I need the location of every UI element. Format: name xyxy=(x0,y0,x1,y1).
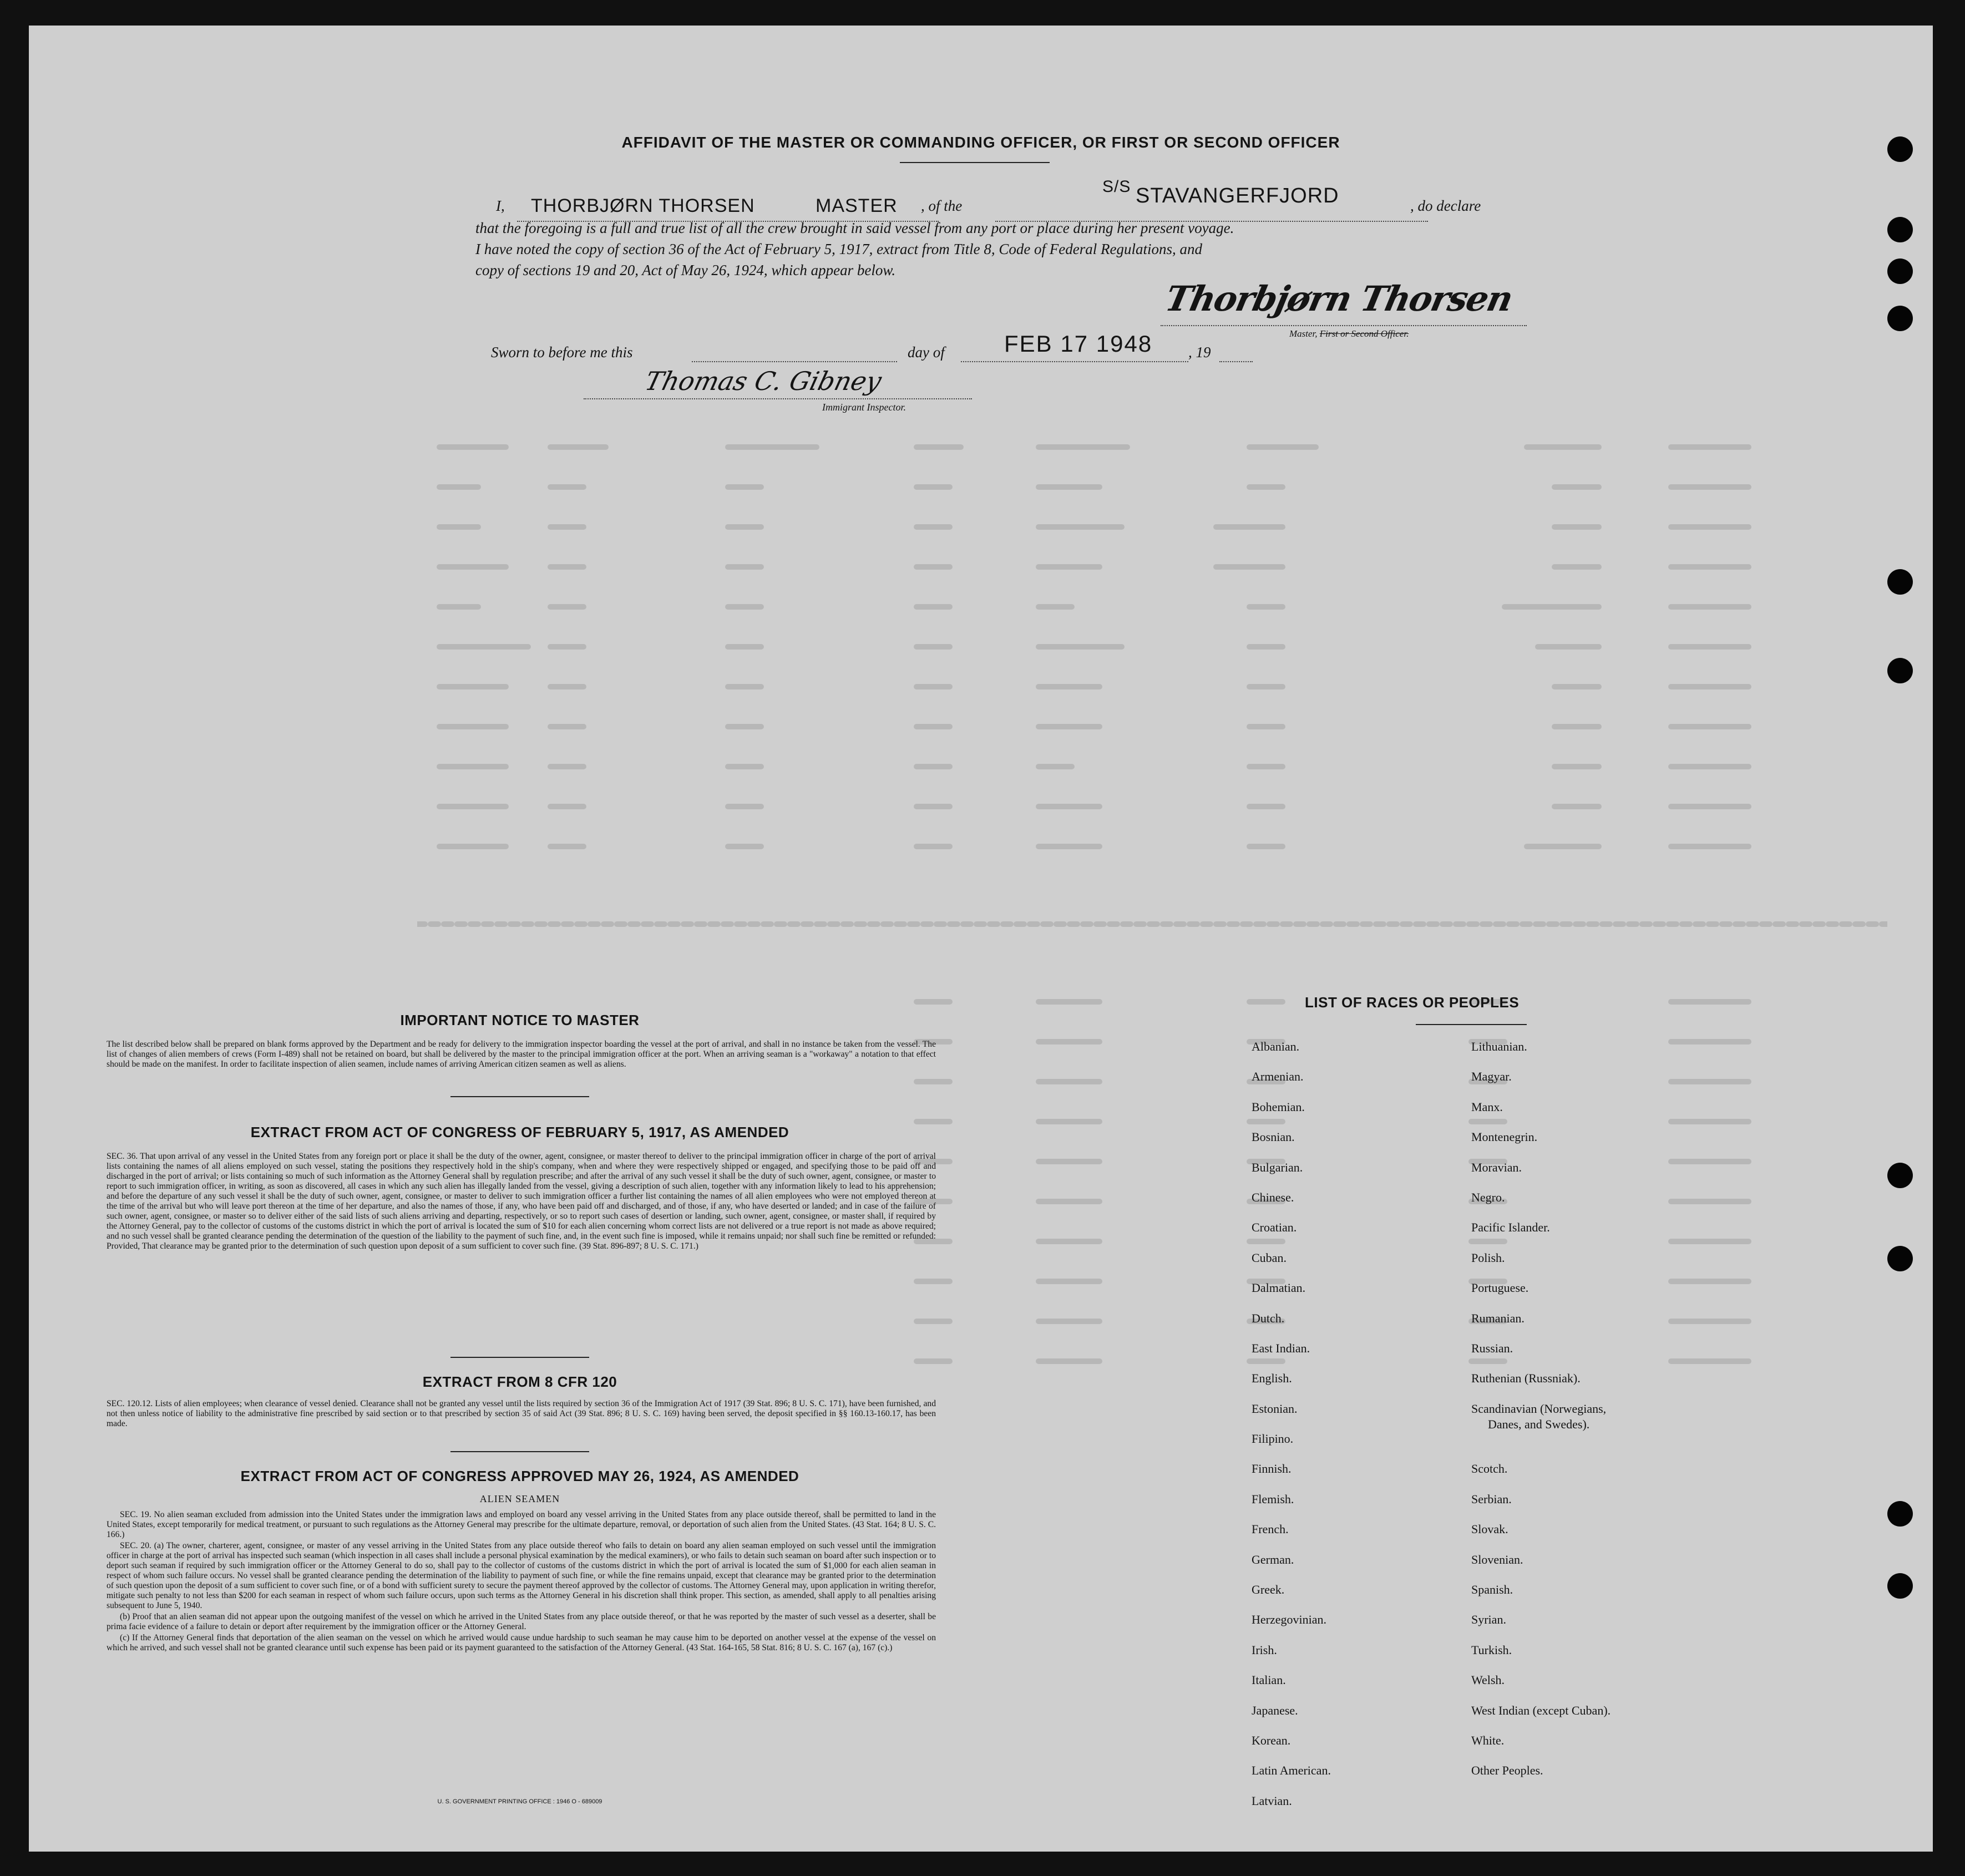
race-item: Moravian. xyxy=(1471,1160,1522,1174)
race-item: Negro. xyxy=(1471,1190,1505,1204)
declaration-line-4: copy of sections 19 and 20, Act of May 26, 1924, which appear below. xyxy=(475,262,896,278)
officer-name: THORBJØRN THORSEN xyxy=(531,195,755,216)
signature-caption-master: Master, xyxy=(1289,328,1320,339)
races-column-left xyxy=(1252,1040,1462,1824)
section-divider xyxy=(450,1451,589,1452)
sworn-label: Sworn to before me this xyxy=(491,344,633,361)
race-item: Flemish. xyxy=(1252,1492,1294,1506)
race-item: Ruthenian (Russniak). xyxy=(1471,1371,1581,1386)
vessel-prefix: S/S xyxy=(1102,178,1131,196)
race-item: English. xyxy=(1252,1371,1292,1386)
i-label: I, xyxy=(496,197,505,214)
race-item: Serbian. xyxy=(1471,1492,1512,1506)
date-blank xyxy=(961,361,1188,362)
binder-hole xyxy=(1887,1501,1913,1527)
race-item: Syrian. xyxy=(1471,1613,1506,1627)
race-item: Lithuanian. xyxy=(1471,1040,1527,1053)
extract-1924-body xyxy=(107,1510,936,1653)
extract-1924-sec20c: (c) If the Attorney General finds that deportation of the alien seaman on the vessel on which he arrived would cause undue hardship to such seaman he may cause him to be deported on another vessel at the expense of the vessel on which he arrived, and such vessel shall not be granted clearance until such expense has been paid or its payment guaranteed to the satisfaction of the Attorney General. (43 Stat. 164-165, 58 Stat. 816; 8 U. S. C. 167 (a), 167 (c).) xyxy=(107,1633,936,1652)
inspector-caption: Immigrant Inspector. xyxy=(822,402,906,413)
race-item: Cuban. xyxy=(1252,1250,1287,1265)
race-item: Chinese. xyxy=(1252,1190,1294,1204)
extract-cfr-title: EXTRACT FROM 8 CFR 120 xyxy=(422,1373,617,1390)
extract-1924-sec20a: SEC. 20. (a) The owner, charterer, agent, consignee, or master of any vessel arriving in the United States from any place outside thereof who fails to detain on board any alien seaman employed on such vessel until the immigration officer in charge at the port of arrival has inspected such seaman (which inspection in all cases shall include a personal physical examination by the medical examiners), or who fails to detain such seaman on board after such inspection or to deport such seaman if required by such immigration officer or the Attorney General to do so, shall pay to the collector of customs of the customs district in which the port of arrival is located the sum of $1,000 for each alien seaman in respect of whom such failure occurs. No vessel shall be granted clearance pending the determination of the liability to payment of such fine, or while the fine remains unpaid, except that clearance may be granted prior to the determination of such question upon the deposit of a sum sufficient to cover such fine, or of a bond with sufficient surety to secure the payment thereof approved by the collector of customs. The Attorney General may, upon application in writing therefor, mitigate such penalty to not less than $200 for each seaman in respect of whom such failure occurs, upon such terms as the Attorney General in his discretion shall think proper. This section, as amended, shall apply to all penalties arising subsequent to June 5, 1940. xyxy=(107,1541,936,1610)
master-signature-line xyxy=(1161,325,1527,326)
race-item: Manx. xyxy=(1471,1099,1503,1114)
race-item: Bulgarian. xyxy=(1252,1160,1303,1174)
race-item: Filipino. xyxy=(1252,1432,1294,1446)
binder-hole xyxy=(1887,306,1913,331)
race-item: Polish. xyxy=(1471,1250,1505,1265)
race-item: East Indian. xyxy=(1252,1341,1310,1355)
notice-text: The list described below shall be prepared on blank forms approved by the Department and be ready for delivery to the immigration inspector boarding the vessel at the port of arrival, and shall in no instance be taken from the vessel. The list of changes of alien members of crews (Form I-489) shall not be retained on board, but shall be delivered by the master to the principal immigration officer at the port. When an arriving seaman is a "workaway" a notation to that effect should be made on the manifest. In order to facilitate inspection of alien seamen, include names of arriving American citizen seamen as well as aliens. xyxy=(107,1040,936,1069)
extract-cfr-text: SEC. 120.12. Lists of alien employees; when clearance of vessel denied. Clearance shall not be granted any vessel until the lists required by section 36 of the Immigration Act of 1917 (39 Stat. 896; 8 U. S. C. 171), have been furnished, and not then unless notice of liability to the administrative fine prescribed by said section or to that prescribed by section 35 of said Act (39 Stat. 896; 8 U. S. C. 169) having been served, the deposit specified in §§ 160.13-160.17, has been made. xyxy=(107,1399,936,1428)
race-item: Rumanian. xyxy=(1471,1311,1525,1325)
races-title-underline xyxy=(1416,1024,1527,1025)
extract-1924-sec19: SEC. 19. No alien seaman excluded from admission into the United States under the immigration laws and employed on board any vessel arriving in the United States from any place outside thereof, shall be permitted to land in the United States, except temporarily for medical treatment, or pursuant to such regulations as the Attorney General may prescribe for the ultimate departure, removal, or deportation of such alien from the United States. (43 Stat. 164; 8 U. S. C. 166.) xyxy=(107,1510,936,1539)
of-the-label: , of the xyxy=(921,197,963,214)
race-item: Dalmatian. xyxy=(1252,1281,1306,1295)
race-item: Dutch. xyxy=(1252,1311,1285,1325)
officer-rank: MASTER xyxy=(816,195,898,216)
race-item: Japanese. xyxy=(1252,1703,1298,1717)
binder-hole xyxy=(1887,1163,1913,1188)
binder-hole xyxy=(1887,217,1913,242)
affidavit-title: AFFIDAVIT OF THE MASTER OR COMMANDING OFFICER, OR FIRST OR SECOND OFFICER xyxy=(621,134,1340,151)
alien-seamen-subtitle: ALIEN SEAMEN xyxy=(479,1493,560,1504)
race-item: Spanish. xyxy=(1471,1583,1513,1597)
race-item: Slovenian. xyxy=(1471,1552,1523,1566)
day-of-label: day of xyxy=(908,344,945,361)
title-underline xyxy=(900,162,1050,163)
race-item: Bosnian. xyxy=(1252,1130,1295,1144)
inspector-signature: Thomas C. Gibney xyxy=(642,366,885,396)
race-item: Estonian. xyxy=(1252,1401,1298,1416)
race-item: Italian. xyxy=(1252,1673,1286,1687)
race-item: Portuguese. xyxy=(1471,1281,1529,1295)
year-prefix: , 19 xyxy=(1188,344,1211,361)
extract-1917-title: EXTRACT FROM ACT OF CONGRESS OF FEBRUARY 5, 1917, AS AMENDED xyxy=(250,1124,789,1140)
sworn-date-stamp: FEB 17 1948 xyxy=(1004,331,1153,357)
race-item: Russian. xyxy=(1471,1341,1513,1355)
race-item: Herzegovinian. xyxy=(1252,1613,1326,1627)
inspector-signature-line xyxy=(584,398,972,399)
race-item: White. xyxy=(1471,1733,1505,1747)
declaration-line-2: that the foregoing is a full and true list of all the crew brought in said vessel from any port or place during her present voyage. xyxy=(475,220,1234,236)
race-item: Irish. xyxy=(1252,1642,1277,1657)
declaration-line-3: I have noted the copy of section 36 of the Act of February 5, 1917, extract from Title 8, Code of Federal Regulations, and xyxy=(475,241,1203,257)
binder-hole xyxy=(1887,258,1913,284)
binder-hole xyxy=(1887,1573,1913,1599)
race-item: Pacific Islander. xyxy=(1471,1220,1550,1235)
race-item: Turkish. xyxy=(1471,1642,1512,1657)
printer-imprint: U. S. GOVERNMENT PRINTING OFFICE : 1946 O - 689009 xyxy=(437,1798,602,1805)
do-declare-label: , do declare xyxy=(1410,197,1481,214)
race-item: Latin American. xyxy=(1252,1763,1331,1778)
binder-hole xyxy=(1887,1246,1913,1271)
binder-hole xyxy=(1887,569,1913,595)
section-divider xyxy=(450,1096,589,1097)
race-item: Slovak. xyxy=(1471,1522,1508,1537)
race-item: Welsh. xyxy=(1471,1673,1505,1687)
race-item: Armenian. xyxy=(1252,1069,1304,1084)
race-item: Latvian. xyxy=(1252,1793,1292,1808)
binder-hole xyxy=(1887,658,1913,683)
notice-title: IMPORTANT NOTICE TO MASTER xyxy=(400,1012,640,1028)
race-item: West Indian (except Cuban). xyxy=(1471,1703,1611,1717)
race-item: Scotch. xyxy=(1471,1462,1508,1476)
races-title: LIST OF RACES OR PEOPLES xyxy=(1305,994,1520,1011)
race-item: Magyar. xyxy=(1471,1069,1512,1084)
race-item: Korean. xyxy=(1252,1733,1291,1747)
extract-1917-text: SEC. 36. That upon arrival of any vessel in the United States from any foreign port or place it shall be the duty of the owner, agent, consignee, or master thereof to deliver to the principal immigration officer in charge of the port of arrival lists containing the names of all aliens employed on such vessel, stating the positions they respectively hold in the ship's company, when and where they were respectively shipped or engaged, and specifying those to be paid off and discharged in the port of arrival; or lists containing so much of such information as the Attorney General shall by regulation prescribe; and after the arrival of any such vessel it shall be the duty of such owner, agent, consignee, or master to report to such immigration officer, in writing, as soon as discovered, all cases in which any such alien has illegally landed from the vessel, giving a description of such alien, together with any information likely to lead to his apprehension; and before the departure of any such vessel it shall be the duty of such owner, agent, consignee, or master to deliver to such immigration officer a further list containing the names of all alien employees who were not employed thereon at the time of the arrival but who will leave port thereon at the time of her departure, and also the names of those, if any, who have been paid off and discharged, and of those, if any, who have deserted or landed; and in case of the failure of such owner, agent, consignee, or master so to deliver either of the said lists of such aliens arriving and departing, respectively, or so to report such cases of desertion or landing, such owner, agent, consignee, or master shall, if required by the Attorney General, pay to the collector of customs of the customs district in which the port of arrival is located the sum of $10 for each alien concerning whom correct lists are not delivered or a true report is not made as above required; and no such vessel shall be granted clearance pending the determination of the question of the liability to the payment of such fine, and, in the event such fine is imposed, while it remains unpaid; nor shall such fine be remitted or refunded: Provided, That clearance may be granted prior to the determination of such question upon deposit of a sum sufficient to cover such fine. (39 Stat. 896-897; 8 U. S. C. 171.) xyxy=(107,1152,936,1251)
vessel-name: STAVANGERFJORD xyxy=(1136,184,1339,207)
year-blank xyxy=(1219,361,1253,362)
races-column-right xyxy=(1471,1040,1782,1794)
document-page xyxy=(29,26,1933,1852)
race-item: Scandinavian (Norwegians, xyxy=(1471,1401,1607,1416)
race-item: German. xyxy=(1252,1552,1294,1566)
race-item: Albanian. xyxy=(1252,1040,1300,1053)
race-item-continuation: Danes, and Swedes). xyxy=(1488,1417,1590,1431)
race-item: Croatian. xyxy=(1252,1220,1297,1235)
race-item: Montenegrin. xyxy=(1471,1130,1538,1144)
master-signature: Thorbjørn Thorsen xyxy=(1162,278,1516,319)
signature-caption-struck: First or Second Officer. xyxy=(1319,328,1409,339)
section-divider xyxy=(450,1357,589,1358)
race-item: Bohemian. xyxy=(1252,1099,1305,1114)
extract-1924-title: EXTRACT FROM ACT OF CONGRESS APPROVED MAY 26, 1924, AS AMENDED xyxy=(240,1468,799,1484)
race-item: French. xyxy=(1252,1522,1289,1537)
sworn-day-blank xyxy=(692,361,897,362)
signature-caption xyxy=(1289,328,1409,339)
race-item: Other Peoples. xyxy=(1471,1763,1543,1778)
extract-1924-sec20b: (b) Proof that an alien seaman did not appear upon the outgoing manifest of the vessel on which he arrived in the United States from any place outside thereof, or that he was reported by the master of such vessel as a deserter, shall be prima facie evidence of a failure to detain or deport after requirement by the immigration officer or the Attorney General. xyxy=(107,1612,936,1631)
race-item: Finnish. xyxy=(1252,1462,1292,1476)
race-item: Greek. xyxy=(1252,1583,1285,1597)
